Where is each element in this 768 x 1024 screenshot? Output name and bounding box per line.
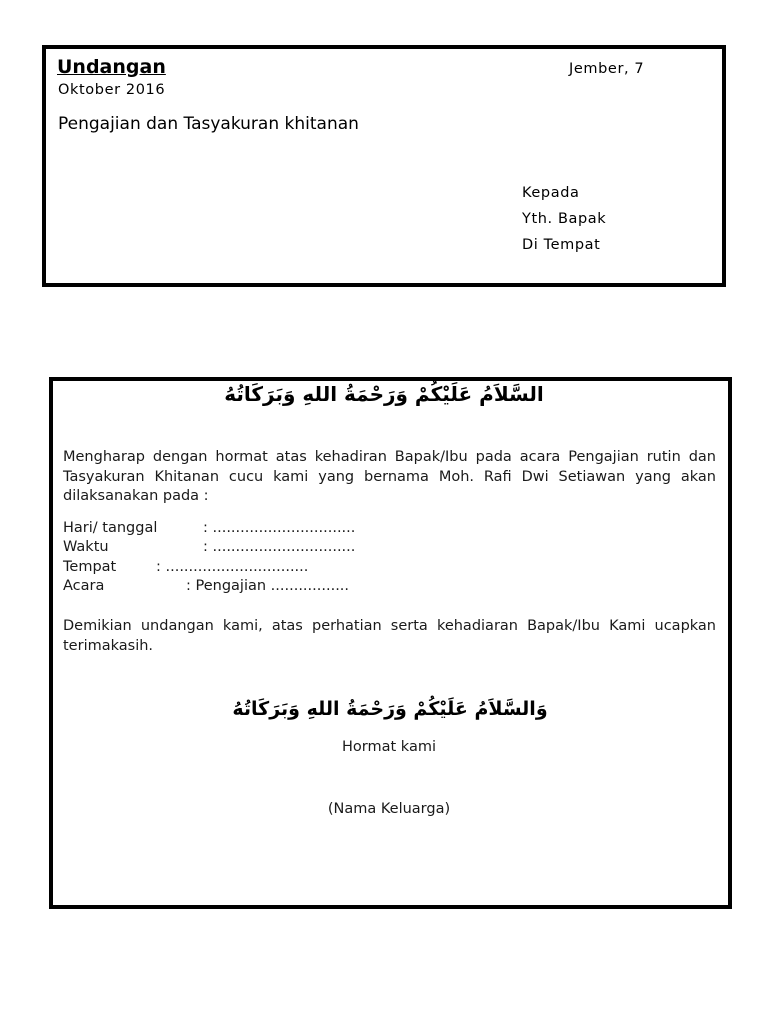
detail-label-tempat: Tempat [63, 559, 117, 575]
invitation-title: Undangan [57, 56, 166, 78]
salam-opening: السَّلاَمُ عَلَيْكُمْ وَرَحْمَةُ اللهِ وَبَرَكَاتُهُ [224, 382, 544, 406]
detail-label-acara: Acara [63, 578, 105, 594]
recipient-line-kepada: Kepada [522, 185, 580, 201]
recipient-line-tempat: Di Tempat [522, 237, 601, 253]
closing-paragraph: Demikian undangan kami, atas perhatian serta kehadiaran Bapak/Ibu Kami ucapkan terimakasih. [63, 618, 716, 654]
detail-value-hari: : ............................... [203, 520, 356, 536]
regards-text: Hormat kami [342, 739, 436, 755]
signature-name: (Nama Keluarga) [327, 801, 451, 817]
detail-value-acara: : Pengajian ................. [186, 578, 350, 594]
detail-value-waktu: : ............................... [203, 539, 356, 555]
recipient-line-yth: Yth. Bapak [522, 211, 607, 227]
opening-paragraph: Mengharap dengan hormat atas kehadiran Bapak/Ibu pada acara Pengajian rutin dan Tasyakuran Khitanan cucu kami yang bernama Moh. Rafi Dwi Setiawan yang akan dilaksanakan pada : [63, 449, 716, 504]
detail-label-hari: Hari/ tanggal [63, 520, 158, 536]
detail-value-tempat: : ............................... [156, 559, 309, 575]
date-line-2: Oktober 2016 [58, 82, 166, 98]
date-line-1: Jember, 7 [569, 61, 645, 77]
invitation-subject: Pengajian dan Tasyakuran khitanan [58, 114, 359, 134]
detail-label-waktu: Waktu [63, 539, 109, 555]
salam-closing: وَالسَّلاَمُ عَلَيْكُمْ وَرَحْمَةُ اللهِ وَبَرَكَاتُهُ [232, 698, 548, 720]
